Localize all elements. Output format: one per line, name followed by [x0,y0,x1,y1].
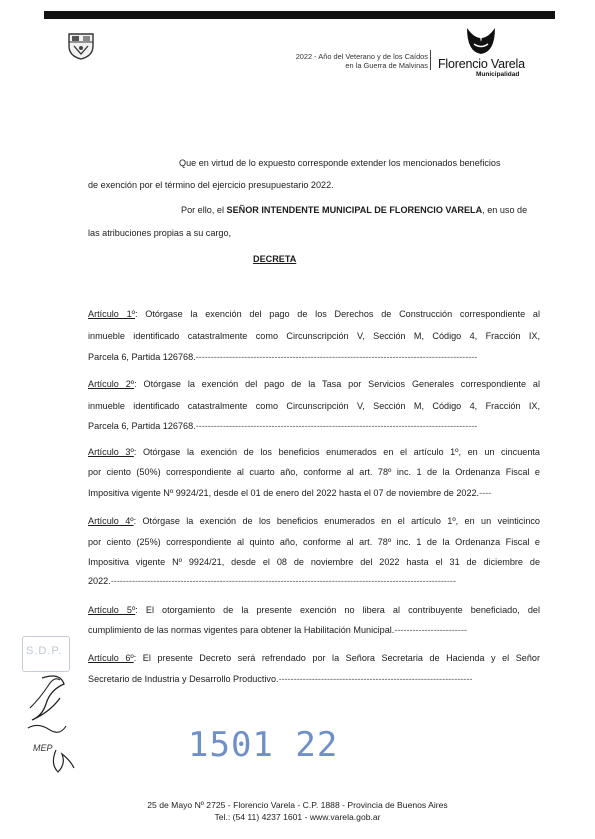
footer-contact: Tel.: (54 11) 4237 1601 - www.varela.gob.ar [214,812,381,822]
porello-prefix: Por ello, el [181,205,227,215]
motto-line-1: 2022 - Año del Veterano y de los Caídos [295,52,428,61]
municipal-crest-icon [66,32,96,60]
sdp-stamp-text: S.D.P. [26,645,63,657]
decree-number-stamp: 1501 22 [188,725,339,765]
article-1-line-3: Parcela 6, Partida 126768.--------------------------------------------------------------------------------------------- [88,352,478,362]
porello-line-1 [181,205,527,215]
article-3-line-1: Artículo 3º: Otórgase la exención de los beneficios enumerados en el artículo 1º, en un cincuenta [88,447,540,457]
handwritten-signature-icon [20,668,82,780]
article-5-line-2: cumplimiento de las normas vigentes para obtener la Habilitación Municipal.------------------------ [88,625,468,635]
article-1-label: Artículo 1º [88,309,135,319]
top-bar [44,11,555,19]
intendente-title: SEÑOR INTENDENTE MUNICIPAL DE FLORENCIO VARELA [226,205,483,215]
article-4-line-1: Artículo 4º: Otórgase la exención de los beneficios enumerados en el artículo 1º, en un veinticinco [88,516,540,526]
article-6-label: Artículo 6º [88,653,134,663]
footer-address: 25 de Mayo Nº 2725 - Florencio Varela - C.P. 1888 - Provincia de Buenos Aires [147,800,448,810]
florencio-varela-logo-icon [462,24,500,56]
header-divider [430,50,431,70]
logo-name: Florencio Varela [438,57,525,71]
intro-line-2: de exención por el término del ejercicio presupuestario 2022. [88,180,334,190]
article-2-label: Artículo 2º [88,379,135,389]
logo-subtitle: Municipalidad [476,71,520,78]
porello-line-2: las atribuciones propias a su cargo, [88,228,232,238]
article-4-line-3: Impositiva vigente Nº 9924/21, desde el 08 de noviembre del 2022 hasta el 31 de diciembre de [88,557,540,567]
porello-suffix: , en uso de [482,205,528,215]
article-1-line-2: inmueble identificado catastralmente como Circunscripción V, Sección M, Código 4, Fracción IX, [88,331,540,341]
article-5-label: Artículo 5º [88,605,136,615]
article-2-line-1: Artículo 2º: Otórgase la exención del pago de la Tasa por Servicios Generales correspondiente al [88,379,540,389]
article-4-label: Artículo 4º [88,516,134,526]
intro-line-1: Que en virtud de lo expuesto corresponde extender los mencionados beneficios [179,158,501,168]
decreta-heading: DECRETA [253,254,297,264]
motto-line-2: en la Guerra de Malvinas [345,61,428,70]
article-3-line-2: por ciento (50%) correspondiente al cuarto año, conforme al art. 78º inc. 1 de la Ordenanza Fiscal e [88,467,540,477]
article-6-line-1: Artículo 6º: El presente Decreto será refrendado por la Señora Secretaria de Hacienda y el Señor [88,653,540,663]
article-2-line-3: Parcela 6, Partida 126768.--------------------------------------------------------------------------------------------- [88,421,478,431]
year-motto [240,52,428,70]
article-1-line-1: Artículo 1º: Otórgase la exención del pago de los Derechos de Construcción correspondiente al [88,309,540,319]
article-3-line-3: Impositiva vigente Nº 9924/21, desde el 01 de enero del 2022 hasta el 07 de noviembre de 2022.---- [88,488,492,498]
article-6-line-2: Secretario de Industria y Desarrollo Productivo.---------------------------------------------------------------- [88,674,473,684]
initials-mark: MEP [33,743,53,753]
article-5-line-1: Artículo 5º: El otorgamiento de la presente exención no libera al contribuyente beneficiado, del [88,605,540,615]
article-4-line-2: por ciento (25%) correspondiente al quinto año, conforme al art. 78º inc. 1 de la Ordenanza Fiscal e [88,537,540,547]
article-4-line-4: 2022.------------------------------------------------------------------------------------------------------------------ [88,576,456,586]
article-3-label: Artículo 3º [88,447,134,457]
article-2-line-2: inmueble identificado catastralmente como Circunscripción V, Sección M, Código 4, Fracción IX, [88,401,540,411]
